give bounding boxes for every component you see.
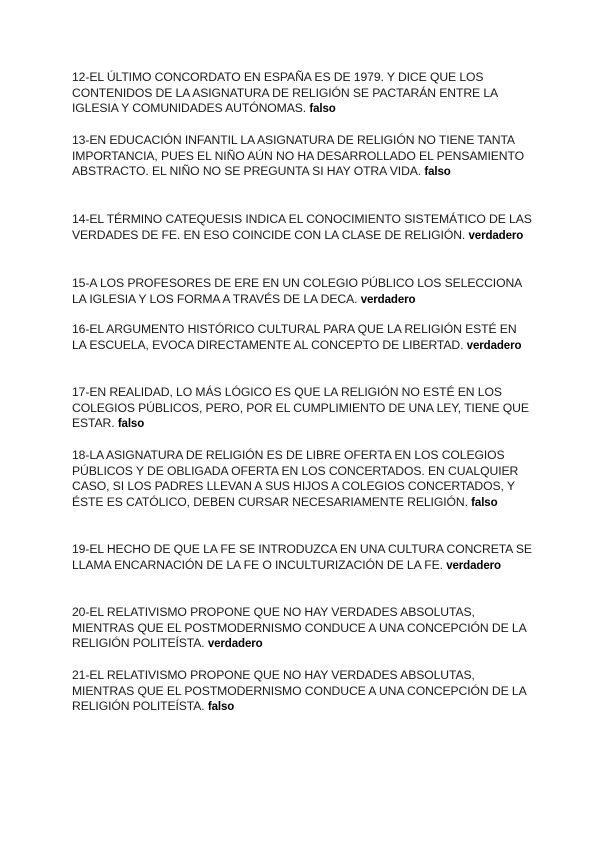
question-text: 14-EL TÉRMINO CATEQUESIS INDICA EL CONOCIMIENTO SISTEMÁTICO DE LAS VERDADES DE FE. EN ESO COINCIDE CON LA CLASE DE RELIGIÓN. xyxy=(72,212,532,242)
answer-label: verdadero xyxy=(466,339,522,352)
question-18 xyxy=(72,448,532,511)
question-text: 13-EN EDUCACIÓN INFANTIL LA ASIGNATURA DE RELIGIÓN NO TIENE TANTA IMPORTANCIA, PUES EL NIÑO AÚN NO HA DESARROLLADO EL PENSAMIENTO ABSTRACTO. EL NIÑO NO SE PREGUNTA SI HAY OTRA VIDA. xyxy=(72,133,524,179)
question-text: 17-EN REALIDAD, LO MÁS LÓGICO ES QUE LA RELIGIÓN NO ESTÉ EN LOS COLEGIOS PÚBLICOS, PERO, POR EL CUMPLIMIENTO DE UNA LEY, TIENE QUE ESTAR. xyxy=(72,385,529,431)
answer-label: falso xyxy=(424,166,451,179)
question-17 xyxy=(72,385,532,433)
answer-label: verdadero xyxy=(446,559,501,572)
answer-label: falso xyxy=(309,103,336,116)
answer-label: falso xyxy=(471,496,498,509)
question-16 xyxy=(72,322,532,354)
question-text: 21-EL RELATIVISMO PROPONE QUE NO HAY VERDADES ABSOLUTAS, MIENTRAS QUE EL POSTMODERNISMO CONDUCE A UNA CONCEPCIÓN DE LA RELIGIÓN POLITEÍSTA. xyxy=(72,668,526,714)
question-12 xyxy=(72,70,532,118)
answer-label: verdadero xyxy=(360,293,416,306)
answer-label: verdadero xyxy=(468,229,524,242)
question-text: 19-EL HECHO DE QUE LA FE SE INTRODUZCA EN UNA CULTURA CONCRETA SE LLAMA ENCARNACIÓN DE LA FE O INCULTURIZACIÓN DE LA FE. xyxy=(72,542,532,572)
question-20 xyxy=(72,605,532,653)
question-text: 20-EL RELATIVISMO PROPONE QUE NO HAY VERDADES ABSOLUTAS, MIENTRAS QUE EL POSTMODERNISMO CONDUCE A UNA CONCEPCIÓN DE LA RELIGIÓN POLITEÍSTA. xyxy=(72,605,526,651)
question-15 xyxy=(72,276,532,308)
answer-label: falso xyxy=(117,418,145,431)
question-13 xyxy=(72,133,532,181)
question-text: 18-LA ASIGNATURA DE RELIGIÓN ES DE LIBRE OFERTA EN LOS COLEGIOS PÚBLICOS Y DE OBLIGADA OFERTA EN LOS CONCERTADOS. EN CUALQUIER CASO, SI LOS PADRES LLEVAN A SUS HIJOS A COLEGIOS CONCERTADOS, Y ÉSTE ES CATÓLICO, DEBEN CURSAR NECESARIAMENTE RELIGIÓN. xyxy=(72,448,519,509)
question-text: 12-EL ÚLTIMO CONCORDATO EN ESPAÑA ES DE 1979. Y DICE QUE LOS CONTENIDOS DE LA ASIGNATURA DE RELIGIÓN SE PACTARÁN ENTRE LA IGLESIA Y COMUNIDADES AUTÓNOMAS. xyxy=(72,70,498,116)
question-21 xyxy=(72,668,532,716)
answer-label: falso xyxy=(207,701,235,714)
question-19 xyxy=(72,542,532,574)
question-14 xyxy=(72,212,532,244)
question-text: 15-A LOS PROFESORES DE ERE EN UN COLEGIO PÚBLICO LOS SELECCIONA LA IGLESIA Y LOS FORMA A TRAVÉS DE LA DECA. xyxy=(72,276,522,306)
answer-label: verdadero xyxy=(207,638,263,651)
question-text: 16-EL ARGUMENTO HISTÓRICO CULTURAL PARA QUE LA RELIGIÓN ESTÉ EN LA ESCUELA, EVOCA DIRECTAMENTE AL CONCEPTO DE LIBERTAD. xyxy=(72,322,517,352)
